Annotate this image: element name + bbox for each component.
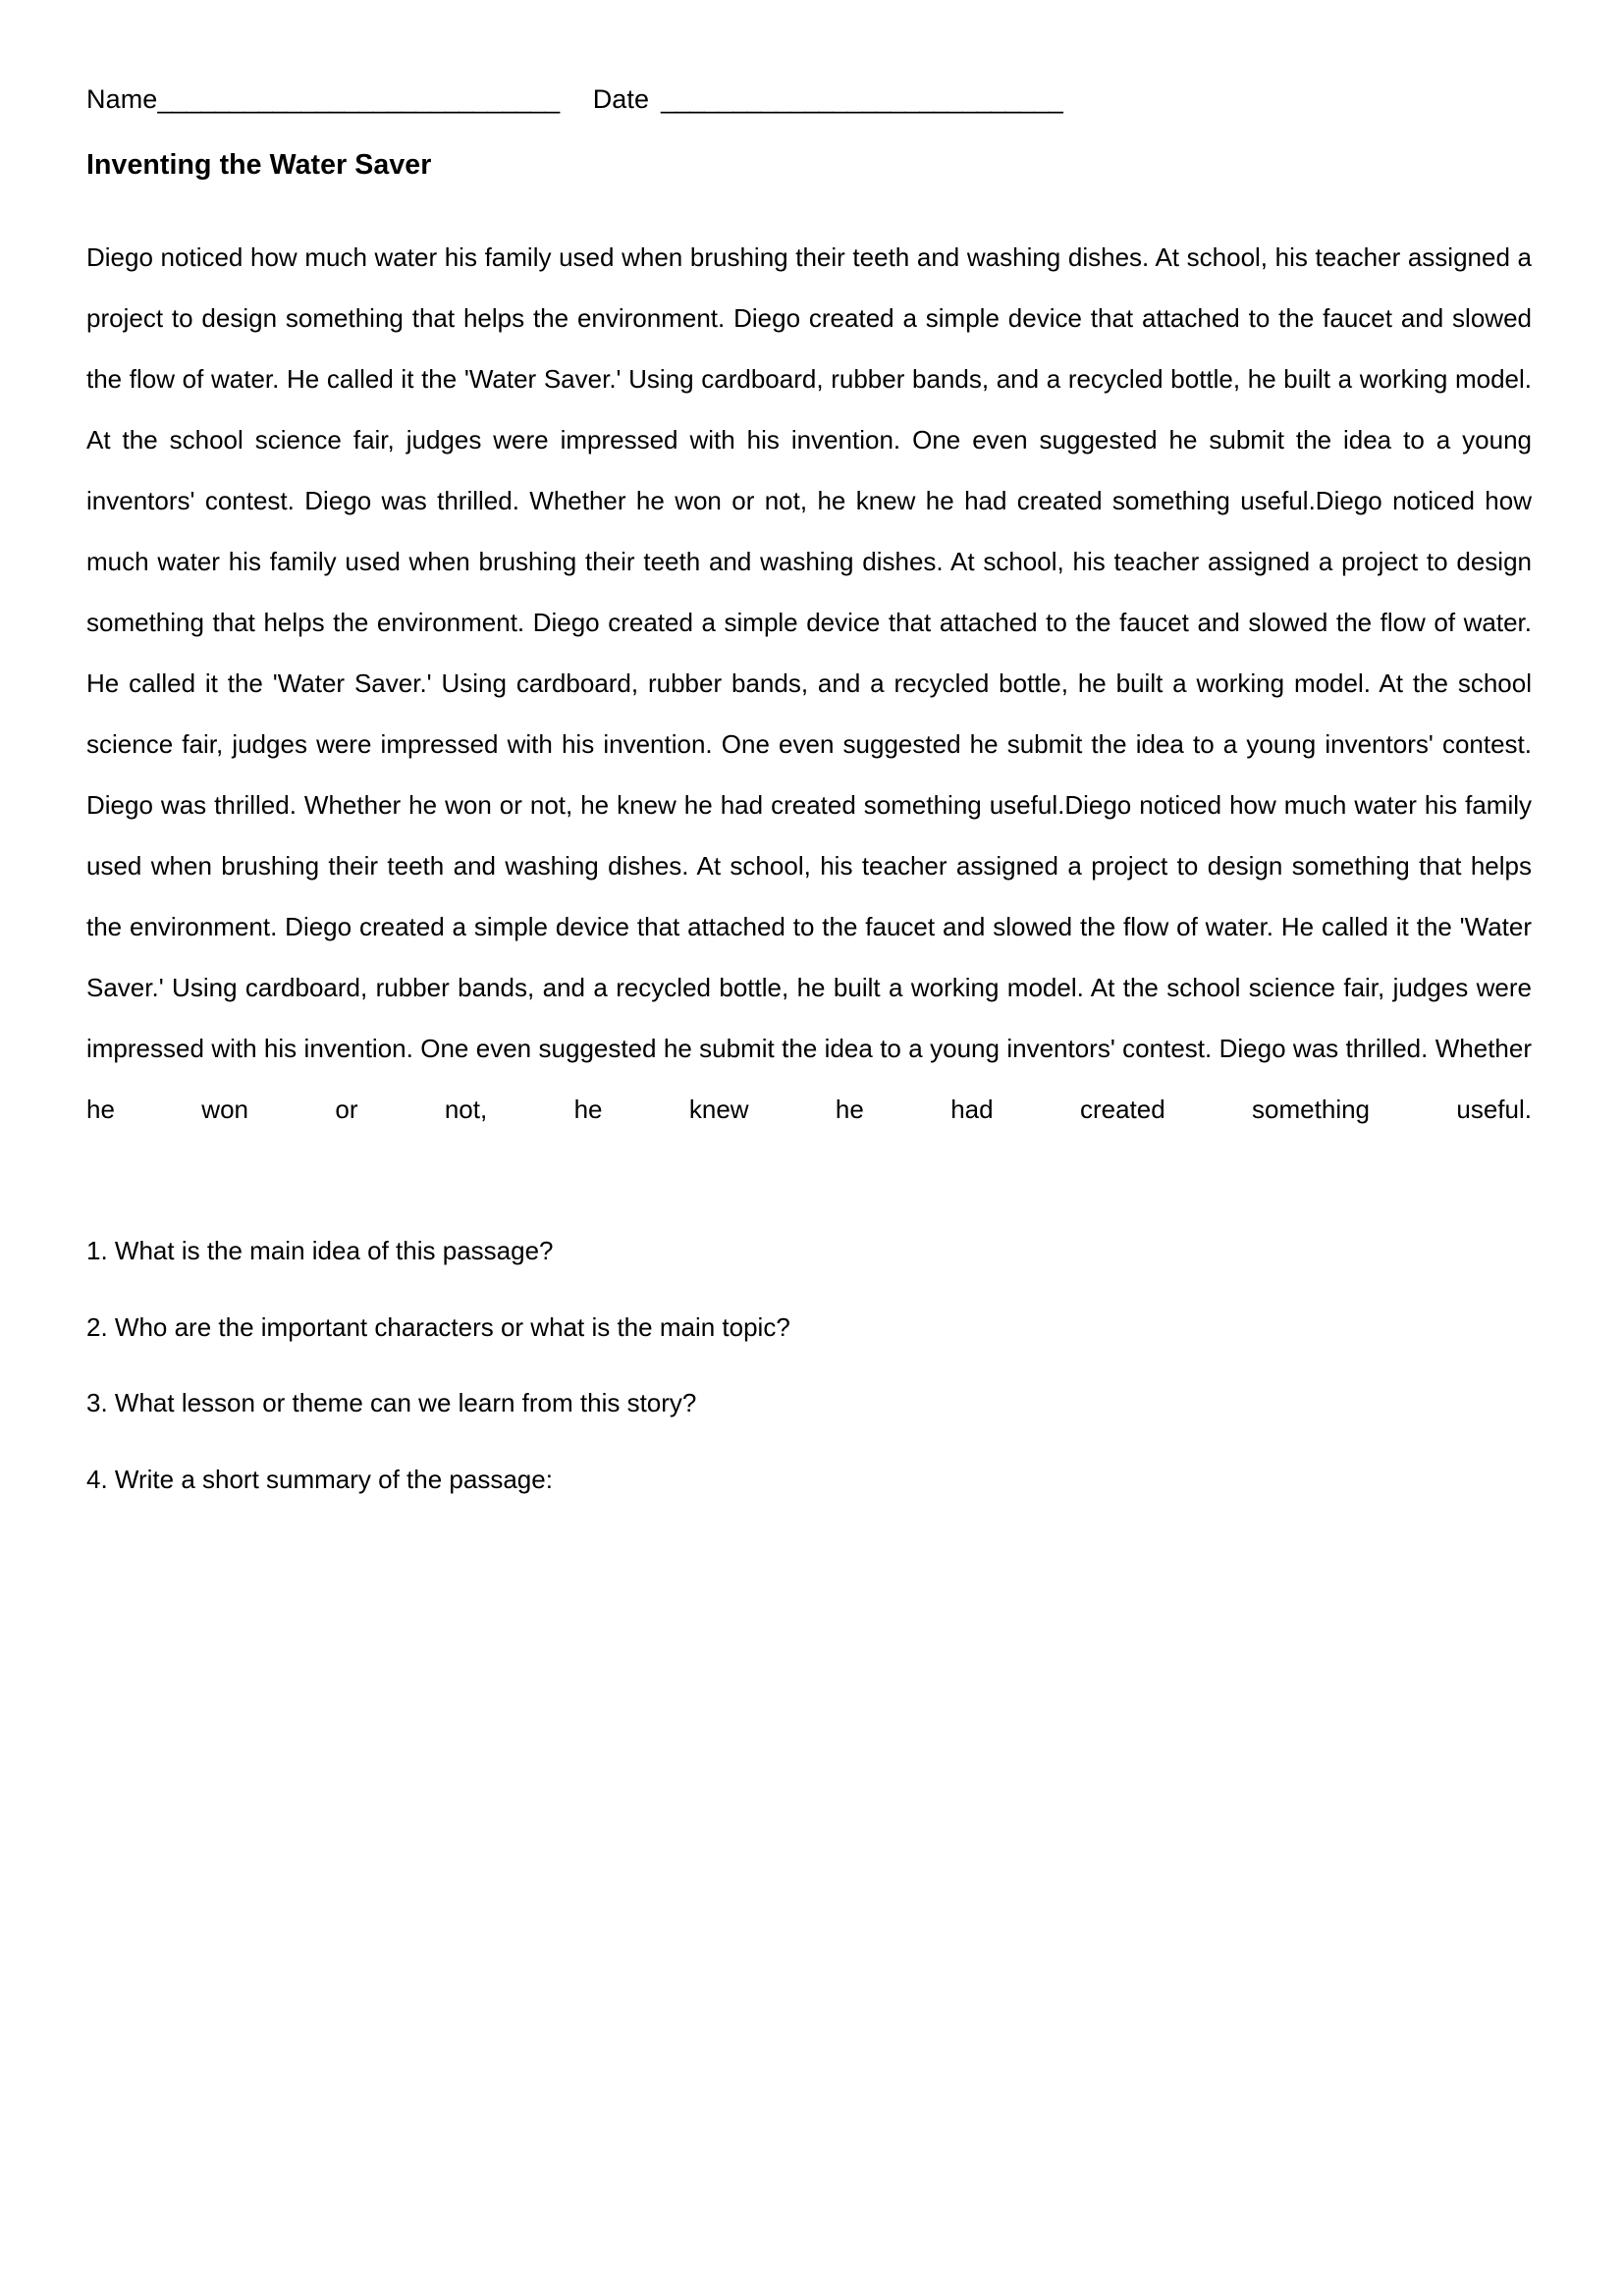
date-label: Date <box>592 84 650 114</box>
question-item: 1. What is the main idea of this passage? <box>86 1236 554 1266</box>
name-date-row <box>86 86 1532 113</box>
question-item: 2. Who are the important characters or what is the main topic? <box>86 1311 790 1342</box>
date-write-in-line[interactable]: ____________________________ <box>661 84 1063 114</box>
questions-list <box>86 1235 1532 1495</box>
name-label: Name <box>86 84 158 114</box>
passage-text: Diego noticed how much water his family used when brushing their teeth and washing dishes. At school, his teacher assigned a project to design something that helps the environment. Diego created a simple device that attached to the faucet and slowed the flow of water. He called it the 'Water Saver.' Using cardboard, rubber bands, and a recycled bottle, he built a working model. At the school science fair, judges were impressed with his invention. One even suggested he submit the idea to a young inventors' contest. Diego was thrilled. Whether he won or not, he knew he had created something useful.Diego noticed how much water his family used when brushing their teeth and washing dishes. At school, his teacher assigned a project to design something that helps the environment. Diego created a simple device that attached to the faucet and slowed the flow of water. He called it the 'Water Saver.' Using cardboard, rubber bands, and a recycled bottle, he built a working model. At the school science fair, judges were impressed with his invention. One even suggested he submit the idea to a young inventors' contest. Diego was thrilled. Whether he won or not, he knew he had created something useful.Diego noticed how much water his family used when brushing their teeth and washing dishes. At school, his teacher assigned a project to design something that helps the environment. Diego created a simple device that attached to the faucet and slowed the flow of water. He called it the 'Water Saver.' Using cardboard, rubber bands, and a recycled bottle, he built a working model. At the school science fair, judges were impressed with his invention. One even suggested he submit the idea to a young inventors' contest. Diego was thrilled. Whether he won or not, he knew he had created something useful. <box>86 242 1532 1125</box>
question-item: 4. Write a short summary of the passage: <box>86 1464 553 1494</box>
question-item: 3. What lesson or theme can we learn from this story? <box>86 1388 697 1418</box>
page-title: Inventing the Water Saver <box>86 149 432 181</box>
name-write-in-line[interactable]: ____________________________ <box>157 84 560 114</box>
